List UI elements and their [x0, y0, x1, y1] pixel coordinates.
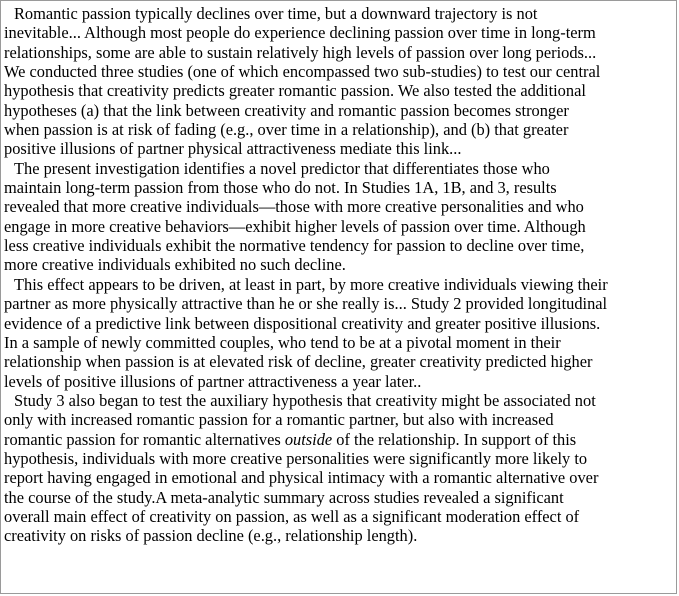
paragraph-4 — [4, 391, 676, 546]
text-line: partner as more physically attractive than he or she really is... Study 2 provided longitudinal — [4, 294, 608, 314]
text-line: maintain long-term passion from those who do not. In Studies 1A, 1B, and 3, results — [4, 178, 557, 198]
text-line: less creative individuals exhibit the normative tendency for passion to decline over time, — [4, 236, 585, 256]
text-line: levels of positive illusions of partner attractiveness a year later.. — [4, 371, 422, 391]
text-line: relationships, some are able to sustain relatively high levels of passion over long periods... — [4, 42, 597, 62]
text-line: when passion is at risk of fading (e.g., over time in a relationship), and (b) that greater — [4, 120, 569, 140]
text-line: hypothesis, individuals with more creative personalities were significantly more likely to — [4, 448, 588, 468]
text-run: of the relationship. In support of this — [332, 429, 577, 449]
emphasis-word: outside — [284, 429, 333, 449]
text-line: We conducted three studies (one of which encompassed two sub-studies) to test our central — [4, 62, 601, 82]
text-line: Romantic passion typically declines over time, but a downward trajectory is not — [14, 4, 538, 23]
text-line: This effect appears to be driven, at least in part, by more creative individuals viewing their — [14, 274, 608, 294]
text-line: evidence of a predictive link between dispositional creativity and greater positive illusions. — [4, 313, 601, 333]
text-line: relationship when passion is at elevated risk of decline, greater creativity predicted higher — [4, 352, 593, 372]
text-line: report having engaged in emotional and physical intimacy with a romantic alternative over — [4, 468, 599, 488]
text-line: Study 3 also began to test the auxiliary hypothesis that creativity might be associated not — [14, 390, 596, 410]
text-run: romantic passion for romantic alternatives — [4, 429, 285, 449]
text-line: positive illusions of partner physical attractiveness mediate this link... — [4, 139, 462, 159]
text-line: hypothesis that creativity predicts greater romantic passion. We also tested the additional — [4, 81, 586, 101]
paragraph-3 — [4, 275, 676, 391]
text-line: hypotheses (a) that the link between creativity and romantic passion becomes stronger — [4, 100, 569, 120]
text-line: overall main effect of creativity on passion, as well as a significant moderation effect of — [4, 506, 580, 526]
text-line: the course of the study.A meta-analytic summary across studies revealed a significant — [4, 487, 564, 507]
text-line: engage in more creative behaviors—exhibit higher levels of passion over time. Although — [4, 216, 586, 236]
text-line: In a sample of newly committed couples, who tend to be at a pivotal moment in their — [4, 332, 561, 352]
text-line: revealed that more creative individuals—those with more creative personalities and who — [4, 197, 584, 217]
text-line: The present investigation identifies a novel predictor that differentiates those who — [14, 158, 550, 178]
text-line: only with increased romantic passion for a romantic partner, but also with increased — [4, 410, 554, 430]
text-line: more creative individuals exhibited no such decline. — [4, 255, 346, 275]
document-body — [4, 4, 676, 546]
text-line-with-emphasis — [4, 430, 676, 449]
paragraph-2 — [4, 159, 676, 275]
paragraph-1 — [4, 4, 676, 159]
text-line: creativity on risks of passion decline (e.g., relationship length). — [4, 526, 418, 546]
text-line: inevitable... Although most people do experience declining passion over time in long-term — [4, 23, 596, 43]
